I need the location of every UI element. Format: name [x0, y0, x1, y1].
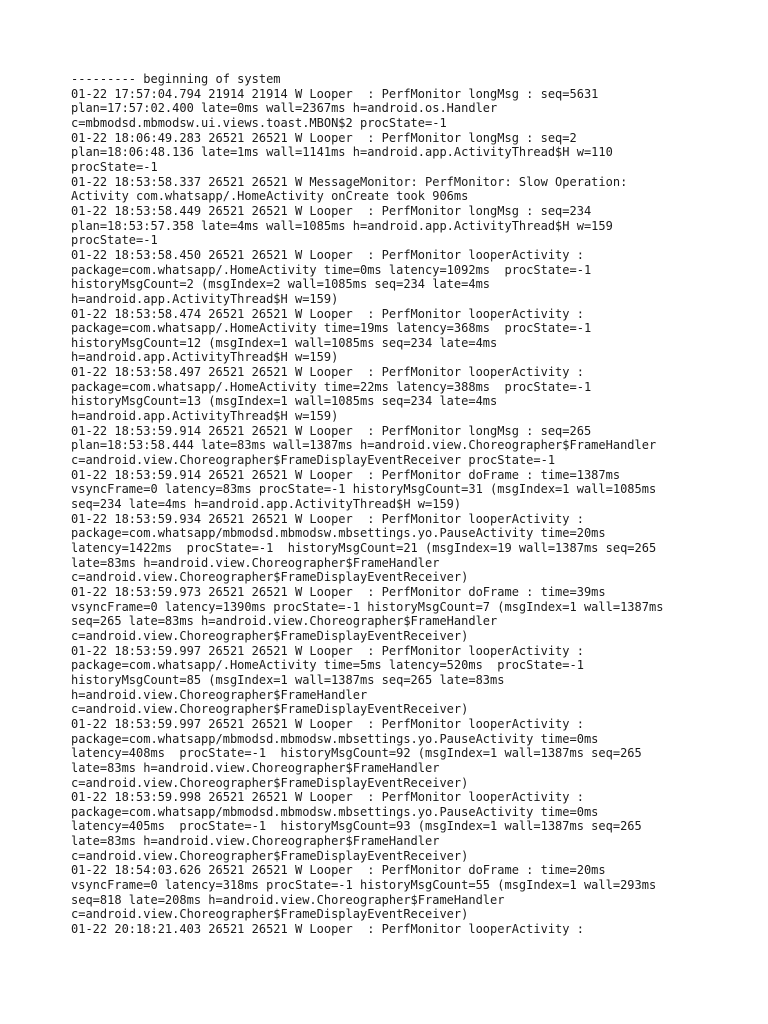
- log-line: c=android.view.Choreographer$FrameDisplayEventReceiver): [71, 628, 469, 643]
- log-line: late=83ms h=android.view.Choreographer$FrameHandler: [71, 834, 440, 849]
- log-line: seq=265 late=83ms h=android.view.Choreographer$FrameHandler: [71, 614, 498, 629]
- log-line: 01-22 18:53:58.497 26521 26521 W Looper : PerfMonitor looperActivity :: [71, 365, 584, 380]
- log-line: 01-22 18:53:59.997 26521 26521 W Looper : PerfMonitor looperActivity :: [71, 716, 584, 731]
- log-line: latency=405ms procState=-1 historyMsgCount=93 (msgIndex=1 wall=1387ms seq=265: [71, 819, 642, 834]
- log-line: h=android.view.Choreographer$FrameHandler: [71, 687, 368, 702]
- log-line: historyMsgCount=2 (msgIndex=2 wall=1085ms seq=234 late=4ms: [71, 277, 491, 292]
- log-line: procState=-1: [71, 233, 158, 248]
- log-line: 01-22 18:53:58.337 26521 26521 W MessageMonitor: PerfMonitor: Slow Operation:: [71, 174, 628, 189]
- log-line: historyMsgCount=85 (msgIndex=1 wall=1387ms seq=265 late=83ms: [71, 672, 505, 687]
- log-line: 01-22 18:53:59.997 26521 26521 W Looper : PerfMonitor looperActivity :: [71, 643, 584, 658]
- log-line: 01-22 18:53:59.973 26521 26521 W Looper : PerfMonitor doFrame : time=39ms: [71, 584, 606, 599]
- log-line: --------- beginning of system: [71, 72, 281, 86]
- log-line: package=com.whatsapp/.HomeActivity time=22ms latency=388ms procState=-1: [71, 379, 592, 394]
- log-line: package=com.whatsapp/.HomeActivity time=0ms latency=1092ms procState=-1: [71, 262, 592, 277]
- log-text-block: [71, 72, 751, 937]
- log-line: 01-22 18:06:49.283 26521 26521 W Looper : PerfMonitor longMsg : seq=2: [71, 130, 577, 145]
- log-line: 01-22 18:53:59.914 26521 26521 W Looper : PerfMonitor doFrame : time=1387ms: [71, 467, 621, 482]
- log-line: latency=1422ms procState=-1 historyMsgCount=21 (msgIndex=19 wall=1387ms seq=265: [71, 541, 657, 555]
- log-line: package=com.whatsapp/.HomeActivity time=19ms latency=368ms procState=-1: [71, 321, 592, 336]
- log-line: late=83ms h=android.view.Choreographer$FrameHandler: [71, 760, 440, 775]
- log-line: 01-22 18:54:03.626 26521 26521 W Looper : PerfMonitor doFrame : time=20ms: [71, 863, 606, 878]
- log-line: plan=18:53:57.358 late=4ms wall=1085ms h=android.app.ActivityThread$H w=159: [71, 218, 613, 233]
- log-line: 01-22 17:57:04.794 21914 21914 W Looper : PerfMonitor longMsg : seq=5631: [71, 86, 599, 101]
- log-line: c=android.view.Choreographer$FrameDisplayEventReceiver): [71, 702, 469, 717]
- log-line: Activity com.whatsapp/.HomeActivity onCreate took 906ms: [71, 189, 469, 204]
- log-line: 01-22 18:53:58.450 26521 26521 W Looper : PerfMonitor looperActivity :: [71, 247, 584, 262]
- log-line: package=com.whatsapp/.HomeActivity time=5ms latency=520ms procState=-1: [71, 658, 584, 673]
- log-line: procState=-1: [71, 159, 158, 174]
- log-line: package=com.whatsapp/mbmodsd.mbmodsw.mbsettings.yo.PauseActivity time=20ms: [71, 526, 606, 541]
- log-line: h=android.app.ActivityThread$H w=159): [71, 291, 339, 306]
- log-line: 01-22 18:53:58.449 26521 26521 W Looper : PerfMonitor longMsg : seq=234: [71, 203, 592, 218]
- log-line: historyMsgCount=13 (msgIndex=1 wall=1085ms seq=234 late=4ms: [71, 394, 498, 409]
- log-line: h=android.app.ActivityThread$H w=159): [71, 350, 339, 365]
- log-line: 01-22 18:53:59.914 26521 26521 W Looper : PerfMonitor longMsg : seq=265: [71, 423, 592, 438]
- log-line: 01-22 20:18:21.403 26521 26521 W Looper : PerfMonitor looperActivity :: [71, 922, 584, 937]
- log-line: 01-22 18:53:59.934 26521 26521 W Looper : PerfMonitor looperActivity :: [71, 511, 584, 526]
- log-line: plan=18:53:58.444 late=83ms wall=1387ms h=android.view.Choreographer$FrameHandler: [71, 438, 657, 453]
- log-line: late=83ms h=android.view.Choreographer$FrameHandler: [71, 555, 440, 570]
- log-line: c=android.view.Choreographer$FrameDisplayEventReceiver): [71, 907, 469, 922]
- log-line: 01-22 18:53:59.998 26521 26521 W Looper : PerfMonitor looperActivity :: [71, 790, 584, 805]
- log-line: package=com.whatsapp/mbmodsd.mbmodsw.mbsettings.yo.PauseActivity time=0ms: [71, 804, 599, 819]
- log-line: seq=234 late=4ms h=android.app.ActivityThread$H w=159): [71, 497, 462, 512]
- log-line: plan=17:57:02.400 late=0ms wall=2367ms h=android.os.Handler: [71, 101, 498, 116]
- log-line: c=android.view.Choreographer$FrameDisplayEventReceiver): [71, 570, 469, 585]
- log-line: h=android.app.ActivityThread$H w=159): [71, 409, 339, 424]
- log-line: historyMsgCount=12 (msgIndex=1 wall=1085ms seq=234 late=4ms: [71, 335, 498, 350]
- log-line: 01-22 18:53:58.474 26521 26521 W Looper : PerfMonitor looperActivity :: [71, 306, 584, 321]
- log-line: c=android.view.Choreographer$FrameDisplayEventReceiver): [71, 775, 469, 790]
- log-line: package=com.whatsapp/mbmodsd.mbmodsw.mbsettings.yo.PauseActivity time=0ms: [71, 731, 599, 746]
- log-line: c=android.view.Choreographer$FrameDisplayEventReceiver procState=-1: [71, 453, 556, 468]
- log-line: vsyncFrame=0 latency=1390ms procState=-1 historyMsgCount=7 (msgIndex=1 wall=1387ms: [71, 599, 664, 614]
- log-line: plan=18:06:48.136 late=1ms wall=1141ms h=android.app.ActivityThread$H w=110: [71, 145, 613, 160]
- log-line: latency=408ms procState=-1 historyMsgCount=92 (msgIndex=1 wall=1387ms seq=265: [71, 746, 642, 761]
- log-line: vsyncFrame=0 latency=318ms procState=-1 historyMsgCount=55 (msgIndex=1 wall=293ms: [71, 878, 657, 893]
- log-line: vsyncFrame=0 latency=83ms procState=-1 historyMsgCount=31 (msgIndex=1 wall=1085ms: [71, 482, 657, 497]
- log-line: seq=818 late=208ms h=android.view.Choreographer$FrameHandler: [71, 892, 505, 907]
- log-line: c=mbmodsd.mbmodsw.ui.views.toast.MBON$2 procState=-1: [71, 115, 447, 130]
- log-line: c=android.view.Choreographer$FrameDisplayEventReceiver): [71, 848, 469, 863]
